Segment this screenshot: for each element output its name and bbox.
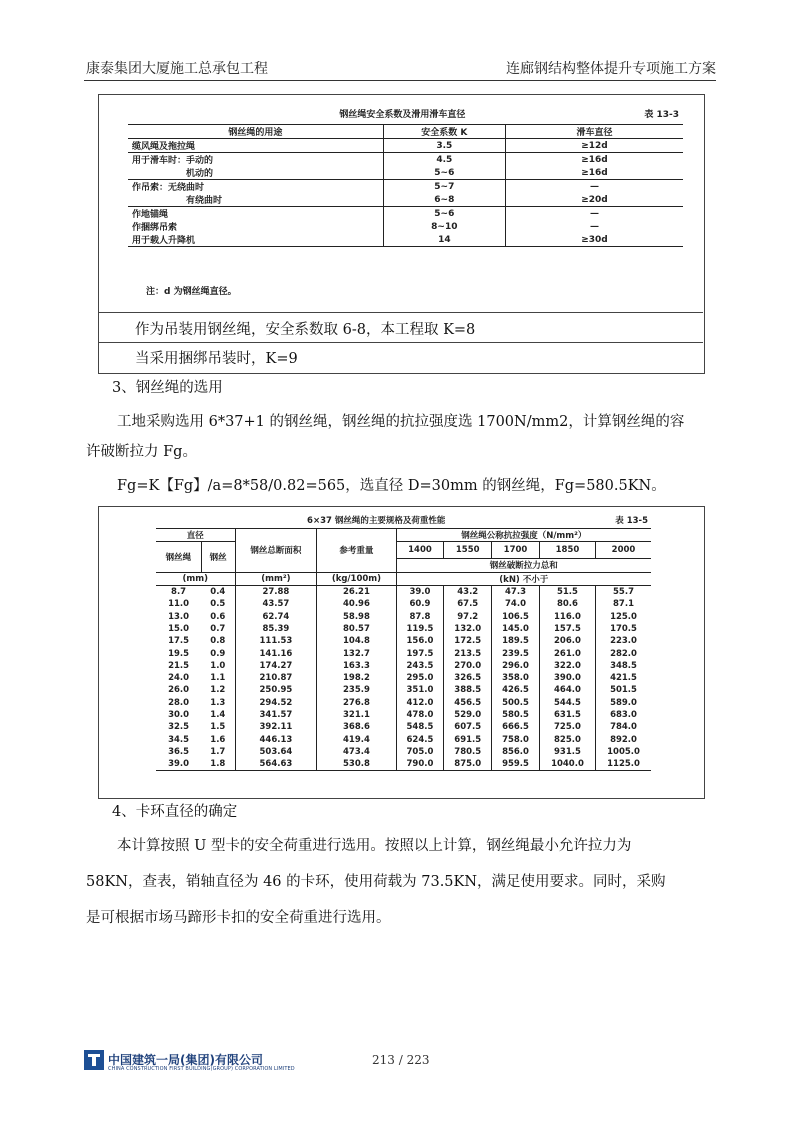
table-row	[156, 598, 651, 610]
table-row	[156, 672, 651, 684]
table1-cell-d: ≥16d	[505, 153, 683, 167]
table2-cell: 87.8	[396, 610, 444, 622]
table2-cell: 206.0	[539, 635, 595, 647]
table2-cell: 276.8	[317, 697, 396, 709]
header-document-title: 连廊钢结构整体提升专项施工方案	[506, 61, 716, 77]
table2-cell: 856.0	[492, 746, 540, 758]
table2-cell: 163.3	[317, 660, 396, 672]
table2-cell: 119.5	[396, 623, 444, 635]
table2-cell: 19.5	[168, 648, 190, 659]
table2-cell: 473.4	[317, 746, 396, 758]
table2-cell: 358.0	[492, 672, 540, 684]
table-row	[128, 139, 683, 153]
table2-cell: 47.3	[492, 585, 540, 598]
table1-cell-use: 作吊索：无绕曲时	[132, 183, 205, 193]
safety-factor-text: 作为吊装用钢丝绳，安全系数取 6-8，本工程取 K=8	[135, 322, 476, 338]
table-row	[156, 623, 651, 635]
table2-cell: 1.5	[210, 722, 226, 733]
table1-col-k: 安全系数 K	[383, 125, 505, 139]
table2-cell: 43.57	[235, 598, 317, 610]
table2-cell: 282.0	[596, 647, 651, 659]
table2-cell: 683.0	[596, 709, 651, 721]
table2-head-weight: 参考重量	[317, 529, 396, 573]
table2-cell: 1.6	[210, 734, 226, 745]
table2-cell: 55.7	[596, 585, 651, 598]
table2-cell: 631.5	[539, 709, 595, 721]
table2-head-diameter: 直径	[156, 529, 235, 542]
table2-cell: 157.5	[539, 623, 595, 635]
table2-cell: 58.98	[317, 610, 396, 622]
table2-cell: 0.5	[210, 599, 226, 610]
table2-cell: 116.0	[539, 610, 595, 622]
section4-paragraph-line1: 本计算按照 U 型卡的安全荷重进行选用。按照以上计算，钢丝绳最小允许拉力为	[117, 838, 632, 854]
table2-cell: 132.7	[317, 647, 396, 659]
table2-cell: 959.5	[492, 758, 540, 771]
table2-cell: 80.6	[539, 598, 595, 610]
table2-cell: 426.5	[492, 684, 540, 696]
table-row	[128, 193, 683, 207]
table2-strength: 1700	[492, 542, 540, 559]
table2-cell: 28.0	[168, 697, 190, 708]
table2-cell: 500.5	[492, 697, 540, 709]
table2-head-strength: 钢丝绳公称抗拉强度（N/mm²）	[396, 529, 651, 542]
table2-cell: 564.63	[235, 758, 317, 771]
table2-cell: 1.4	[210, 710, 226, 720]
table-row	[156, 684, 651, 696]
table2-cell: 198.2	[317, 672, 396, 684]
table2-cell: 213.5	[444, 647, 492, 659]
table-row	[128, 220, 683, 233]
table2-cell: 892.0	[596, 733, 651, 745]
table2-cell: 243.5	[396, 660, 444, 672]
table2-cell: 780.5	[444, 746, 492, 758]
table2-cell: 790.0	[396, 758, 444, 771]
table1-cell-k: 8~10	[383, 220, 505, 233]
table2-cell: 1.1	[210, 673, 226, 684]
table2-cell: 322.0	[539, 660, 595, 672]
table2-cell: 705.0	[396, 746, 444, 758]
table2-unit-force: (kN) 不小于	[396, 572, 651, 585]
table1-cell-k: 3.5	[383, 139, 505, 153]
table-row	[156, 610, 651, 622]
table2-strength: 1400	[396, 542, 444, 559]
table1-cell-use: 作地锚绳	[132, 210, 169, 220]
table2-unit-weight: (kg/100m)	[317, 572, 396, 585]
table2-cell: 32.5	[168, 722, 190, 733]
table2-cell: 197.5	[396, 647, 444, 659]
table2-number: 表 13-5	[615, 516, 648, 526]
table2-cell: 456.5	[444, 697, 492, 709]
table1-cell-d: ≥20d	[505, 193, 683, 207]
section3-paragraph-line2: 许破断拉力 Fg。	[86, 444, 197, 460]
header-project-title: 康泰集团大厦施工总承包工程	[86, 61, 268, 77]
table2-cell: 0.7	[210, 623, 226, 634]
table1-note: 注：d 为钢丝绳直径。	[146, 287, 237, 297]
table2-head-breaking: 钢丝破断拉力总和	[396, 559, 651, 572]
table2-strength: 1550	[444, 542, 492, 559]
table2-cell: 97.2	[444, 610, 492, 622]
table1-divider	[98, 312, 703, 313]
table2-cell: 62.74	[235, 610, 317, 622]
table2-cell: 931.5	[539, 746, 595, 758]
table2-cell: 40.96	[317, 598, 396, 610]
table1-cell-use: 缆风绳及拖拉绳	[128, 139, 383, 153]
table2-cell: 1.8	[201, 758, 235, 771]
table2-cell: 1.7	[210, 746, 226, 757]
table2-cell: 156.0	[396, 635, 444, 647]
table-row	[128, 207, 683, 221]
table2-cell: 295.0	[396, 672, 444, 684]
header-rule	[84, 80, 716, 81]
table1-cell-use: 用于滑车时：手动的	[132, 156, 214, 166]
table2-cell: 223.0	[596, 635, 651, 647]
table2-cell: 210.87	[235, 672, 317, 684]
table2-cell: 1005.0	[596, 746, 651, 758]
table2-cell: 341.57	[235, 709, 317, 721]
table2-cell: 80.57	[317, 623, 396, 635]
table-row	[156, 635, 651, 647]
table-row	[156, 721, 651, 733]
table2-cell: 39.0	[396, 585, 444, 598]
table-row	[156, 758, 651, 771]
table-row	[156, 660, 651, 672]
table2-cell: 725.0	[539, 721, 595, 733]
table1-cell-d: —	[505, 180, 683, 194]
table2-cell: 392.11	[235, 721, 317, 733]
table2-unit-mm: (mm)	[156, 572, 235, 585]
table2-cell: 624.5	[396, 733, 444, 745]
table2-cell: 421.5	[596, 672, 651, 684]
table2-cell: 321.1	[317, 709, 396, 721]
table2-cell: 26.21	[317, 585, 396, 598]
table2-cell: 85.39	[235, 623, 317, 635]
table2-cell: 26.0	[168, 685, 190, 696]
table1-col-diameter: 滑车直径	[505, 125, 683, 139]
table2-cell: 580.5	[492, 709, 540, 721]
table2-cell: 39.0	[156, 758, 201, 771]
table2-cell: 0.9	[210, 648, 226, 659]
table2-cell: 24.0	[168, 673, 190, 684]
footer-company-name: 中国建筑一局(集团)有限公司	[108, 1053, 263, 1067]
table2-cell: 351.0	[396, 684, 444, 696]
table2-cell: 36.5	[168, 746, 190, 757]
table2-cell: 1.3	[210, 697, 226, 708]
table2-cell: 87.1	[596, 598, 651, 610]
table2-cell: 43.2	[444, 585, 492, 598]
table2-cell: 0.8	[210, 636, 226, 647]
table2-cell: 446.13	[235, 733, 317, 745]
table2-cell: 503.64	[235, 746, 317, 758]
table2-cell: 189.5	[492, 635, 540, 647]
table1-title: 钢丝绳安全系数及滑用滑车直径	[339, 109, 466, 120]
table2-cell: 235.9	[317, 684, 396, 696]
section3-heading: 3、钢丝绳的选用	[112, 380, 223, 396]
table1-cell-k: 5~6	[383, 207, 505, 221]
table2-strength: 1850	[539, 542, 595, 559]
table2-cell: 0.6	[210, 611, 226, 622]
table2-cell: 125.0	[596, 610, 651, 622]
table2-cell: 111.53	[235, 635, 317, 647]
table1-cell-k: 5~7	[383, 180, 505, 194]
table2-cell: 691.5	[444, 733, 492, 745]
table2-cell: 1.0	[210, 660, 226, 671]
table2-cell: 15.0	[168, 623, 190, 634]
table1-cell-use: 有绕曲时	[128, 193, 383, 207]
table2-cell: 250.95	[235, 684, 317, 696]
table2-cell: 27.88	[235, 585, 317, 598]
table-row	[128, 233, 683, 247]
table2-unit-area: (mm²)	[235, 572, 317, 585]
table2-cell: 1040.0	[539, 758, 595, 771]
table2-cell: 326.5	[444, 672, 492, 684]
table2-cell: 261.0	[539, 647, 595, 659]
table2-cell: 8.7	[171, 587, 187, 598]
table2-strength: 2000	[596, 542, 651, 559]
table1-cell-d: ≥16d	[505, 166, 683, 180]
table-row	[156, 647, 651, 659]
table-row	[156, 746, 651, 758]
table2-cell: 0.4	[210, 587, 226, 598]
table2-cell: 464.0	[539, 684, 595, 696]
section4-paragraph-line3: 是可根据市场马蹄形卡扣的安全荷重进行选用。	[86, 910, 391, 926]
table2-cell: 132.0	[444, 623, 492, 635]
table2-cell: 529.0	[444, 709, 492, 721]
table2-head-rope: 钢丝绳	[156, 542, 201, 572]
table-row	[128, 153, 683, 167]
table2-scan	[156, 512, 651, 794]
table2-cell: 60.9	[396, 598, 444, 610]
table1-number: 表 13-3	[644, 109, 679, 120]
table1-cell-d: —	[505, 207, 683, 221]
table2-cell: 368.6	[317, 721, 396, 733]
company-logo-icon	[84, 1050, 104, 1070]
table2-cell: 419.4	[317, 733, 396, 745]
table2-cell: 758.0	[492, 733, 540, 745]
table1-cell-d: ≥30d	[505, 233, 683, 247]
table2-cell: 17.5	[168, 636, 190, 647]
table2-cell: 666.5	[492, 721, 540, 733]
table2-cell: 390.0	[539, 672, 595, 684]
page-number: 213 / 223	[372, 1053, 430, 1067]
table2-head-wire: 钢丝	[201, 542, 235, 572]
table2-cell: 13.0	[168, 611, 190, 622]
table2-cell: 412.0	[396, 697, 444, 709]
table-row	[156, 733, 651, 745]
table1-divider	[98, 342, 703, 343]
table2-cell: 104.8	[317, 635, 396, 647]
table2-cell: 30.0	[168, 710, 190, 720]
table1-cell-use: 用于载人升降机	[128, 233, 383, 247]
table2-cell: 478.0	[396, 709, 444, 721]
table2-cell: 34.5	[168, 734, 190, 745]
table2-cell: 172.5	[444, 635, 492, 647]
table2-cell: 141.16	[235, 647, 317, 659]
table2-cell: 348.5	[596, 660, 651, 672]
table2-cell: 589.0	[596, 697, 651, 709]
table1-cell-d: ≥12d	[505, 139, 683, 153]
bundle-lifting-text: 当采用捆绑吊装时，K=9	[135, 351, 298, 367]
table2-cell: 145.0	[492, 623, 540, 635]
table2-body	[156, 585, 651, 770]
table2-cell: 11.0	[168, 599, 190, 610]
table1-cell-k: 4.5	[383, 153, 505, 167]
table1-col-use: 钢丝绳的用途	[128, 125, 383, 139]
section4-heading: 4、卡环直径的确定	[112, 804, 238, 820]
table2-cell: 51.5	[539, 585, 595, 598]
table2-cell: 67.5	[444, 598, 492, 610]
table2-cell: 530.8	[317, 758, 396, 771]
table2-cell: 170.5	[596, 623, 651, 635]
table-row	[128, 166, 683, 180]
footer-company-name-en: CHINA CONSTRUCTION FIRST BUILDING(GROUP) CORPORATION LIMITED	[108, 1066, 295, 1072]
table2-cell: 74.0	[492, 598, 540, 610]
section3-paragraph-line1: 工地采购选用 6*37+1 的钢丝绳，钢丝绳的抗拉强度选 1700N/mm2，计算钢丝绳的容	[117, 414, 685, 430]
table2-cell: 544.5	[539, 697, 595, 709]
table2-cell: 21.5	[168, 660, 190, 671]
table2-cell: 1125.0	[596, 758, 651, 771]
table2-head-area: 钢丝总断面积	[235, 529, 317, 573]
table-row	[156, 585, 651, 598]
table1-cell-k: 5~6	[383, 166, 505, 180]
table2-cell: 174.27	[235, 660, 317, 672]
table2-cell: 825.0	[539, 733, 595, 745]
table-row	[156, 709, 651, 721]
table2-cell: 270.0	[444, 660, 492, 672]
table2-cell: 875.0	[444, 758, 492, 771]
table1-cell-k: 6~8	[383, 193, 505, 207]
table2-cell: 784.0	[596, 721, 651, 733]
table2-cell: 388.5	[444, 684, 492, 696]
table2-cell: 607.5	[444, 721, 492, 733]
table-row	[128, 180, 683, 194]
safety-factor-table	[128, 102, 683, 247]
table2-cell: 239.5	[492, 647, 540, 659]
section4-paragraph-line2: 58KN，查表，销轴直径为 46 的卡环，使用荷载为 73.5KN，满足使用要求。同时，采购	[86, 874, 666, 890]
table2-title: 6×37 钢丝绳的主要规格及荷重性能	[307, 516, 446, 526]
table1-cell-use: 作捆绑吊索	[132, 223, 178, 233]
wire-rope-spec-table	[156, 512, 651, 771]
table1-cell-use: 机动的	[128, 166, 383, 180]
section3-formula: Fg=K【Fg】/a=8*58/0.82=565，选直径 D=30mm 的钢丝绳，Fg=580.5KN。	[117, 478, 666, 494]
table-row	[156, 697, 651, 709]
table1-cell-d: —	[505, 220, 683, 233]
table1-scan	[128, 102, 683, 310]
table2-cell: 296.0	[492, 660, 540, 672]
table1-cell-k: 14	[383, 233, 505, 247]
table2-cell: 294.52	[235, 697, 317, 709]
table2-cell: 501.5	[596, 684, 651, 696]
table2-cell: 548.5	[396, 721, 444, 733]
table2-cell: 1.2	[210, 685, 226, 696]
table2-cell: 106.5	[492, 610, 540, 622]
